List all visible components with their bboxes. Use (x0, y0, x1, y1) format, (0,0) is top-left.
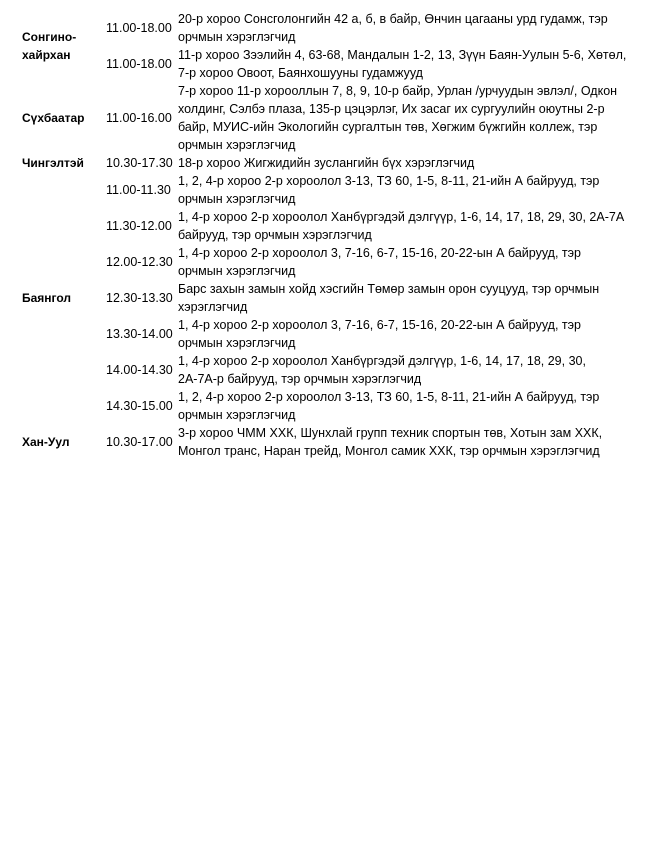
outage-time: 10.30-17.30 (106, 156, 173, 170)
schedule-row (22, 10, 628, 46)
schedule-row (22, 208, 628, 244)
outage-area-description: 18-р хороо Жигжидийн зуслангийн бүх хэрэглэгчид (178, 156, 475, 170)
outage-area-description: 11-р хороо Зээлийн 4, 63-68, Мандалын 1-2, 13, Зүүн Баян-Уулын 5-6, Хөтөл, 7-р хороо Овоот, Баянхошууны гудамжууд (178, 48, 627, 80)
outage-area-description: 1, 4-р хороо 2-р хороолол Ханбүргэдэй дэлгүүр, 1-6, 14, 17, 18, 29, 30, 2А-7А байрууд, тэр орчмын хэрэглэгчид (178, 210, 625, 242)
outage-time: 11.00-16.00 (106, 111, 172, 125)
outage-time: 11.00-11.30 (106, 183, 171, 197)
schedule-row (22, 244, 628, 280)
district-name: Сүхбаатар (22, 111, 85, 125)
outage-schedule-table (22, 10, 628, 460)
schedule-row (22, 388, 628, 424)
schedule-row (22, 316, 628, 352)
schedule-row (22, 352, 628, 388)
outage-area-description: 20-р хороо Сонсголонгийн 42 а, б, в байр, Өнчин цагааны урд гудамж, тэр орчмын хэрэглэгчид (178, 12, 608, 44)
outage-area-description: Барс захын замын хойд хэсгийн Төмөр замын орон сууцууд, тэр орчмын хэрэглэгчид (178, 282, 600, 314)
outage-area-description: 1, 4-р хороо 2-р хороолол Ханбүргэдэй дэлгүүр, 1-6, 14, 17, 18, 29, 30, 2А-7А-р байрууд, тэр орчмын хэрэглэгчид (178, 354, 586, 386)
schedule-row (22, 172, 628, 208)
outage-time: 11.00-18.00 (106, 57, 172, 71)
schedule-row (22, 82, 628, 154)
outage-time: 12.30-13.30 (106, 291, 173, 305)
outage-area-description: 3-р хороо ЧММ ХХК, Шунхлай групп техник спортын төв, Хотын зам ХХК, Монгол транс, Наран трейд, Монгол самик ХХК, тэр орчмын хэрэглэгчид (178, 426, 603, 458)
outage-time: 14.00-14.30 (106, 363, 173, 377)
outage-area-description: 1, 4-р хороо 2-р хороолол 3, 7-16, 6-7, 15-16, 20-22-ын А байрууд, тэр орчмын хэрэглэгчид (178, 318, 581, 350)
schedule-body (22, 10, 628, 460)
outage-area-description: 1, 2, 4-р хороо 2-р хороолол 3-13, ТЗ 60, 1-5, 8-11, 21-ийн А байрууд, тэр орчмын хэрэглэгчид (178, 390, 600, 422)
outage-area-description: 1, 2, 4-р хороо 2-р хороолол 3-13, ТЗ 60, 1-5, 8-11, 21-ийн А байрууд, тэр орчмын хэрэглэгчид (178, 174, 600, 206)
schedule-row (22, 424, 628, 460)
schedule-row (22, 46, 628, 82)
district-name: Чингэлтэй (22, 156, 84, 170)
district-name: Хан-Уул (22, 435, 70, 449)
outage-area-description: 1, 4-р хороо 2-р хороолол 3, 7-16, 6-7, 15-16, 20-22-ын А байрууд, тэр орчмын хэрэглэгчид (178, 246, 581, 278)
outage-time: 12.00-12.30 (106, 255, 173, 269)
outage-time: 14.30-15.00 (106, 399, 173, 413)
district-name: Баянгол (22, 291, 72, 305)
outage-area-description: 7-р хороо 11-р хорооллын 7, 8, 9, 10-р байр, Урлан /урчуудын эвлэл/, Одкон холдинг, Сэлбэ плаза, 135-р цэцэрлэг, Их засаг их сургуулийн оюутны 2-р байр, МУИС-ийн Экологийн сургалтын төв, Хөгжим бүжгийн коллеж, тэр орчмын хэрэглэгчид (178, 84, 618, 152)
outage-time: 13.30-14.00 (106, 327, 173, 341)
outage-time: 10.30-17.00 (106, 435, 173, 449)
outage-time: 11.30-12.00 (106, 219, 172, 233)
schedule-row (22, 280, 628, 316)
district-name: Сонгино-хайрхан (22, 30, 77, 62)
schedule-row (22, 154, 628, 172)
outage-time: 11.00-18.00 (106, 21, 172, 35)
